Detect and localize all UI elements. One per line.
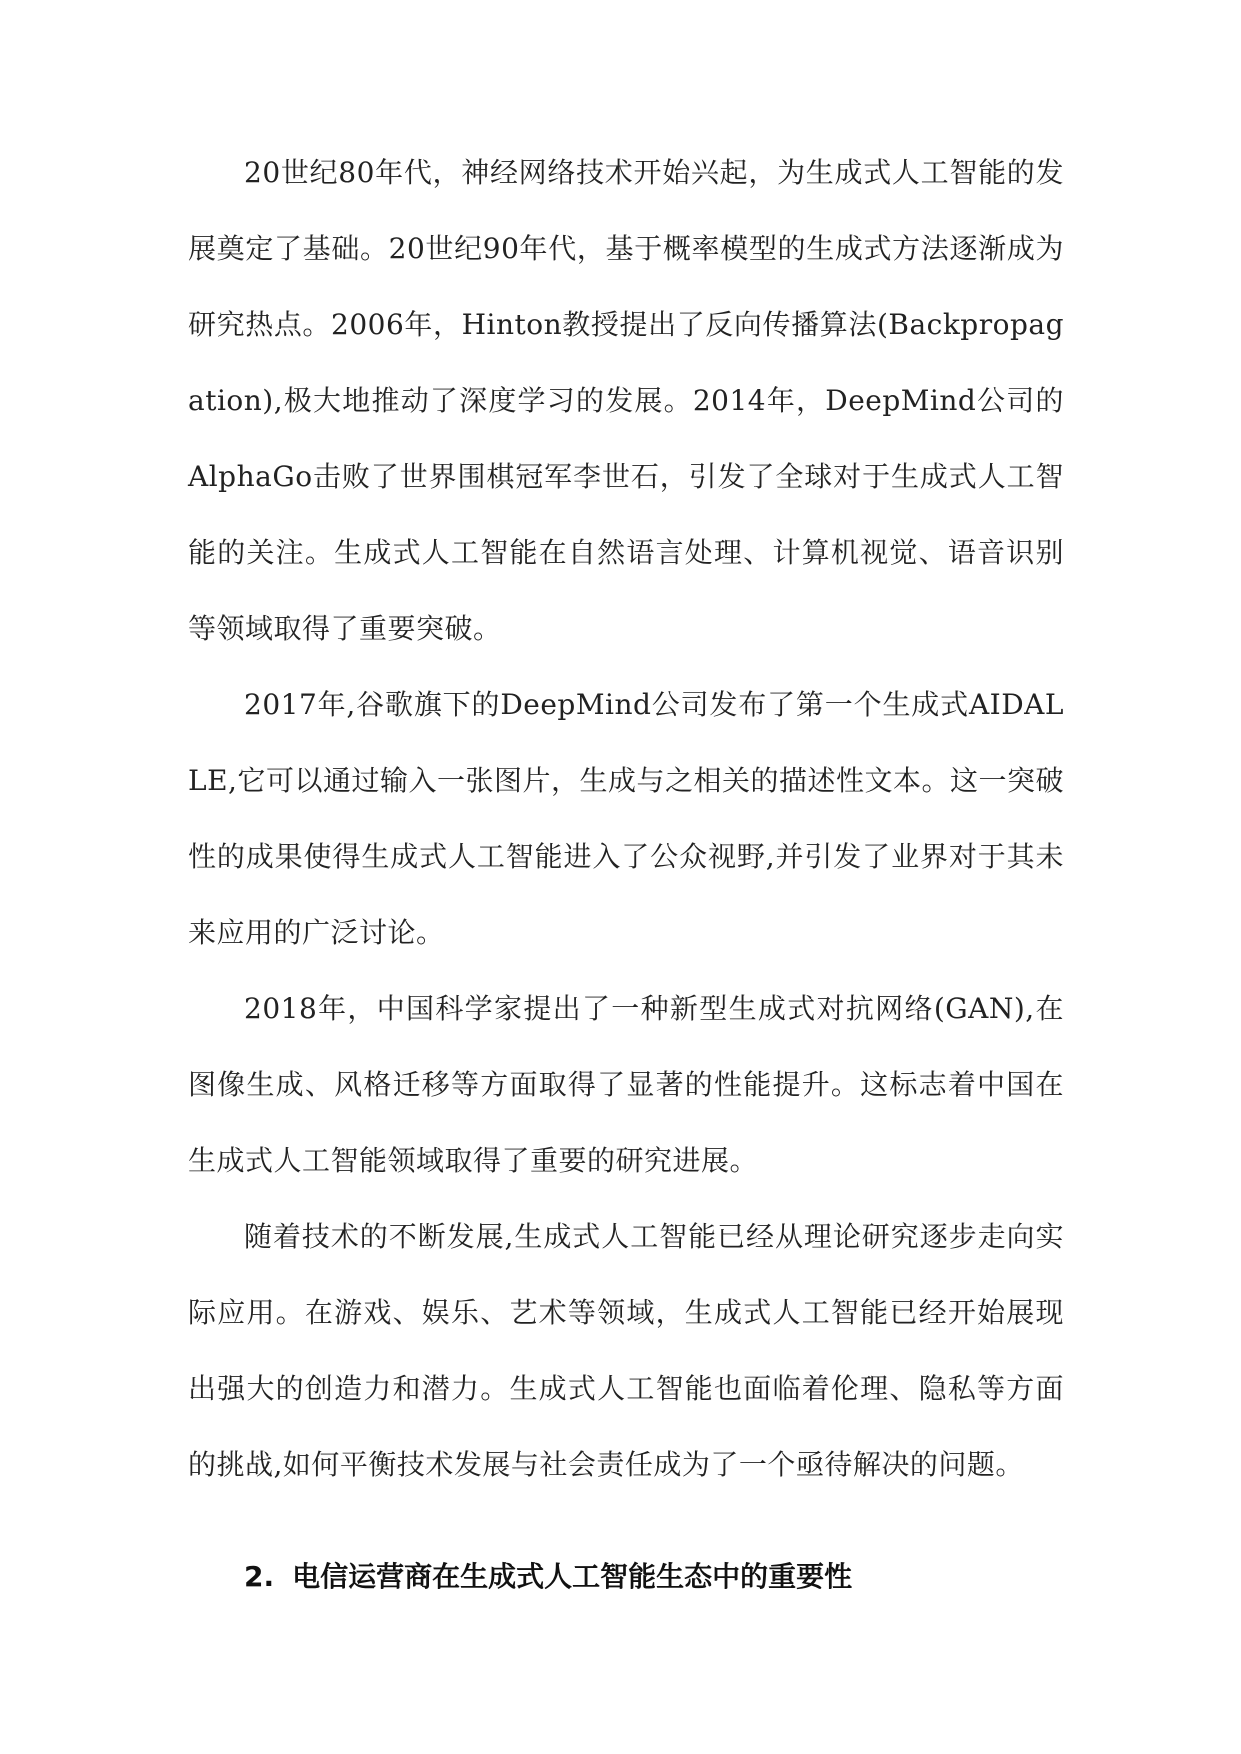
document-body xyxy=(188,135,1064,1615)
section-heading xyxy=(188,1539,1064,1615)
section-title: 电信运营商在生成式人工智能生态中的重要性 xyxy=(292,1560,853,1593)
section-number: 2. xyxy=(244,1560,275,1593)
paragraph-neural-network-history: 20世纪80年代，神经网络技术开始兴起，为生成式人工智能的发展奠定了基础。20世纪90年代，基于概率模型的生成式方法逐渐成为研究热点。2006年，Hinton教授提出了反向传播算法(Backpropagation),极大地推动了深度学习的发展。2014年，DeepMind公司的AlphaGo击败了世界围棋冠军李世石，引发了全球对于生成式人工智能的关注。生成式人工智能在自然语言处理、计算机视觉、语音识别等领域取得了重要突破。 xyxy=(188,156,1064,645)
paragraph-gan-2018: 2018年，中国科学家提出了一种新型生成式对抗网络(GAN),在图像生成、风格迁移等方面取得了显著的性能提升。这标志着中国在生成式人工智能领域取得了重要的研究进展。 xyxy=(188,992,1064,1177)
paragraph-deepmind-2017: 2017年,谷歌旗下的DeepMind公司发布了第一个生成式AIDALLE,它可以通过输入一张图片，生成与之相关的描述性文本。这一突破性的成果使得生成式人工智能进入了公众视野,并引发了业界对于其未来应用的广泛讨论。 xyxy=(188,688,1064,949)
paragraph-applications-challenges: 随着技术的不断发展,生成式人工智能已经从理论研究逐步走向实际应用。在游戏、娱乐、艺术等领域，生成式人工智能已经开始展现出强大的创造力和潜力。生成式人工智能也面临着伦理、隐私等方面的挑战,如何平衡技术发展与社会责任成为了一个亟待解决的问题。 xyxy=(188,1220,1064,1481)
